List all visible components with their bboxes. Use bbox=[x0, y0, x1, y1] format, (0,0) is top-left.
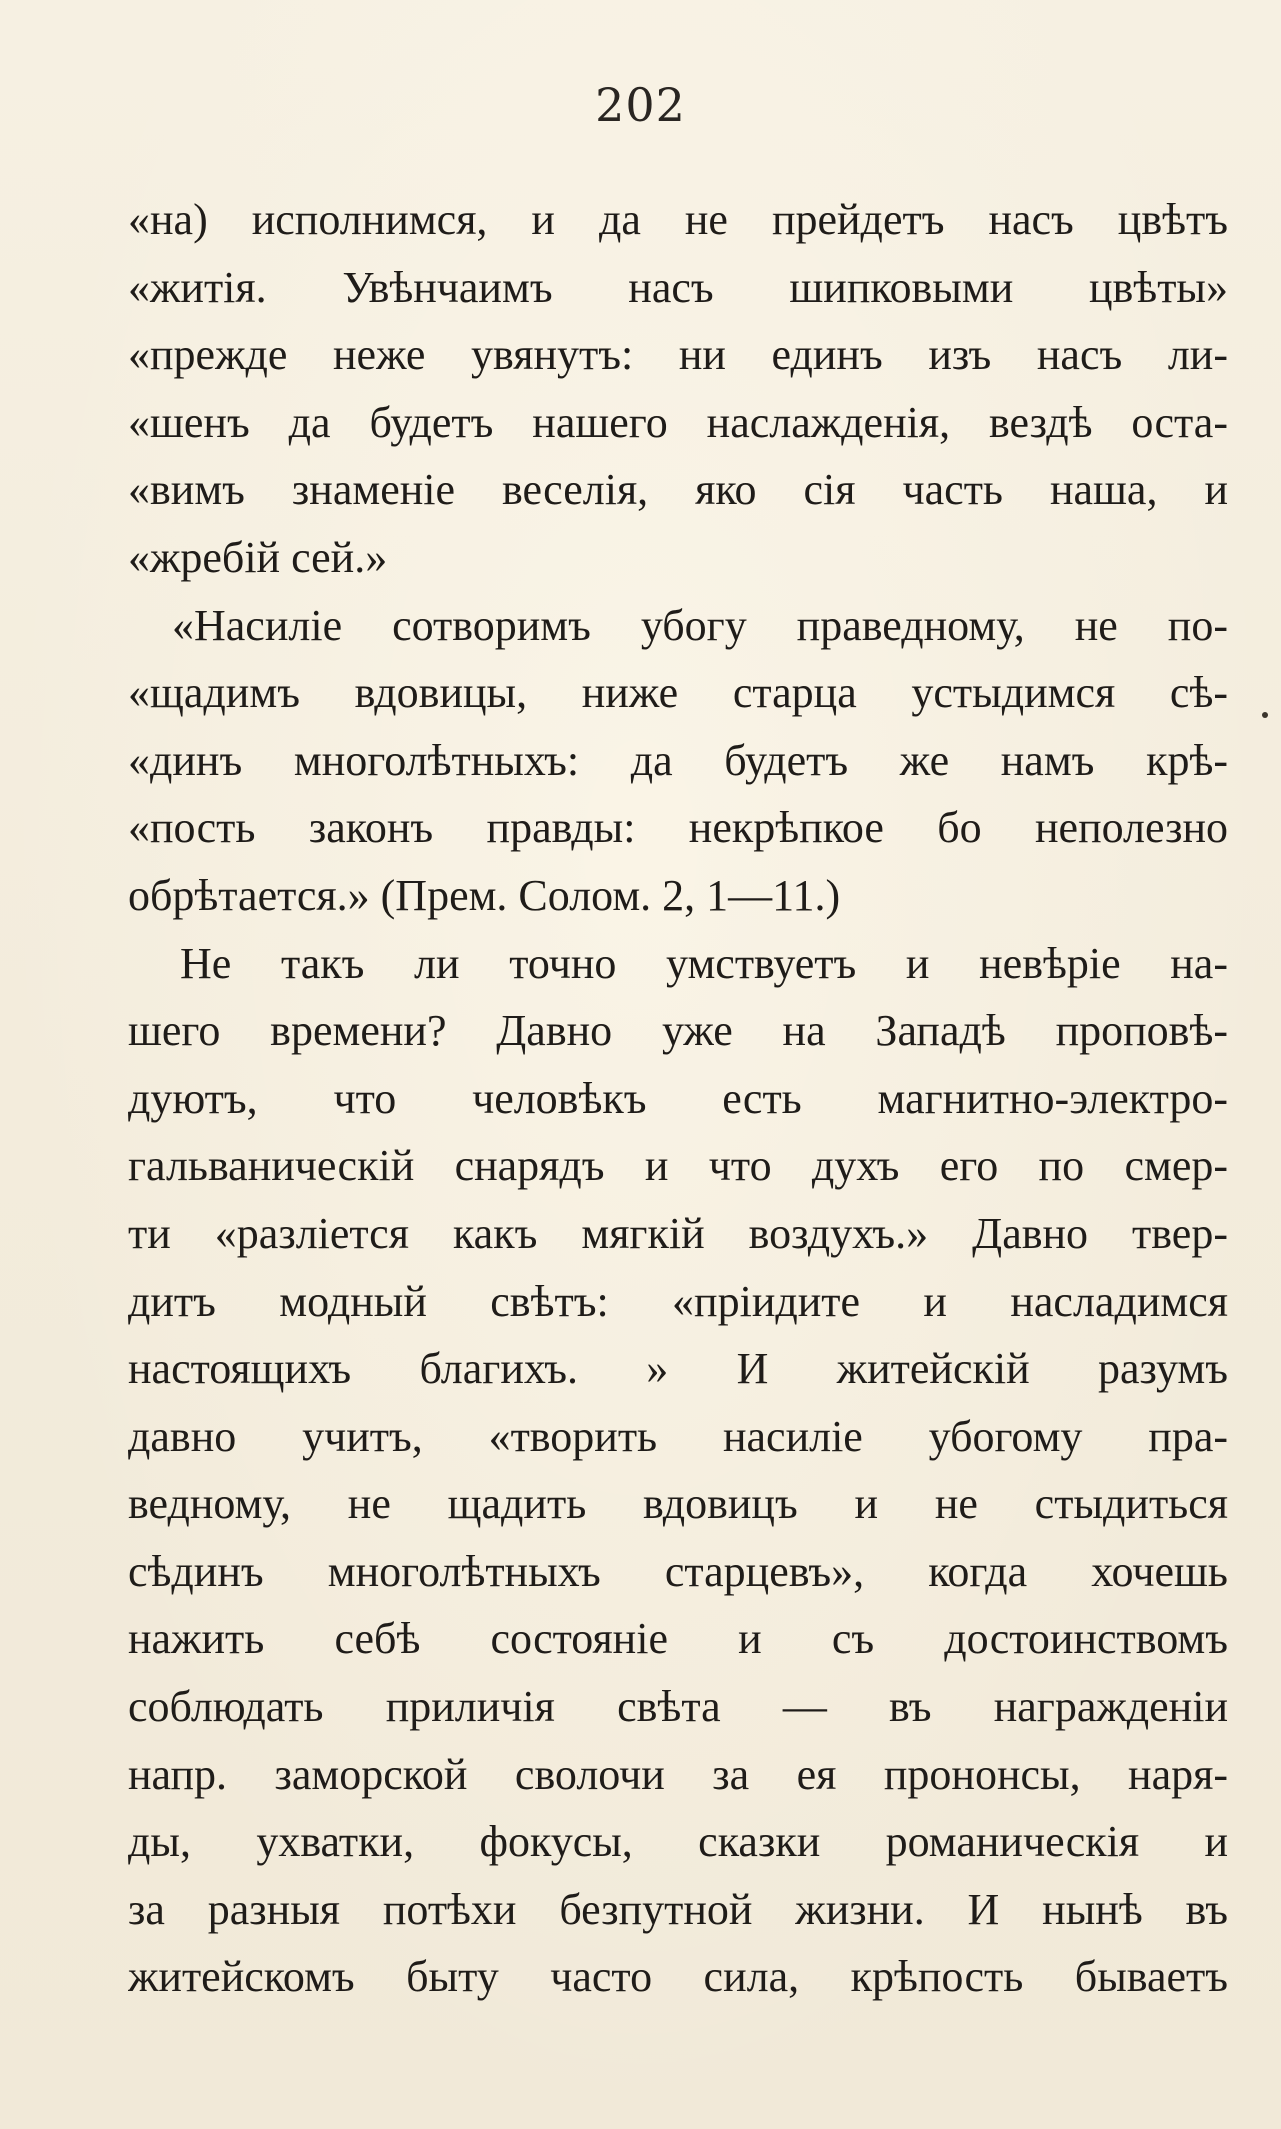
paragraph-start-line: Не такъ ли точно умствуетъ и невѣріе на- bbox=[180, 938, 1228, 988]
ink-speck bbox=[1262, 712, 1268, 718]
text-line: «пость законъ правды: некрѣпкое бо неполезно bbox=[128, 803, 1228, 853]
text-line: «щадимъ вдовицы, ниже старца устыдимся сѣ- bbox=[128, 668, 1228, 718]
text-line: ти «разліется какъ мягкій воздухъ.» Давно твер- bbox=[128, 1208, 1228, 1258]
text-line: настоящихъ благихъ. » И житейскій разумъ bbox=[128, 1344, 1228, 1394]
body-text bbox=[128, 186, 1228, 2011]
text-line: напр. заморской сволочи за ея прононсы, наря- bbox=[128, 1749, 1228, 1799]
text-line: «шенъ да будетъ нашего наслажденія, вездѣ оста- bbox=[128, 397, 1228, 447]
text-line: «вимъ знаменіе веселія, яко сія часть наша, и bbox=[128, 465, 1228, 515]
text-line: обрѣтается.» (Прем. Солом. 2, 1—11.) bbox=[128, 870, 841, 920]
paragraph-start-line: «Насиліе сотворимъ убогу праведному, не по- bbox=[172, 600, 1228, 650]
text-line: дуютъ, что человѣкъ есть магнитно-электро- bbox=[128, 1073, 1228, 1123]
text-line: шего времени? Давно уже на Западѣ проповѣ- bbox=[128, 1006, 1228, 1056]
text-line: «житія. Увѣнчаимъ насъ шипковыми цвѣты» bbox=[128, 262, 1228, 312]
text-line: соблюдать приличія свѣта — въ награжденіи bbox=[128, 1682, 1228, 1732]
text-line: «динъ многолѣтныхъ: да будетъ же намъ крѣ- bbox=[128, 735, 1228, 785]
text-line: ведному, не щадить вдовицъ и не стыдиться bbox=[128, 1479, 1228, 1529]
text-line: «прежде неже увянутъ: ни единъ изъ насъ ли- bbox=[128, 330, 1228, 380]
text-line: ды, ухватки, фокусы, сказки романическія и bbox=[128, 1817, 1228, 1867]
text-line: гальваническій снарядъ и что духъ его по смер- bbox=[128, 1141, 1228, 1191]
text-line: за разныя потѣхи безпутной жизни. И нынѣ въ bbox=[128, 1884, 1228, 1934]
text-line: «на) исполнимся, и да не прейдетъ насъ цвѣтъ bbox=[128, 195, 1228, 244]
text-line: дитъ модный свѣтъ: «пріидите и насладимся bbox=[128, 1276, 1228, 1326]
text-line: житейскомъ быту часто сила, крѣпость бываетъ bbox=[128, 1952, 1228, 2002]
text-line: давно учитъ, «творить насиліе убогому пра- bbox=[128, 1411, 1228, 1461]
page-number: 202 bbox=[595, 78, 686, 132]
text-line: нажить себѣ состояніе и съ достоинствомъ bbox=[128, 1614, 1228, 1664]
text-line: «жребій сей.» bbox=[128, 532, 388, 582]
text-line: сѣдинъ многолѣтныхъ старцевъ», когда хочешь bbox=[128, 1546, 1228, 1596]
